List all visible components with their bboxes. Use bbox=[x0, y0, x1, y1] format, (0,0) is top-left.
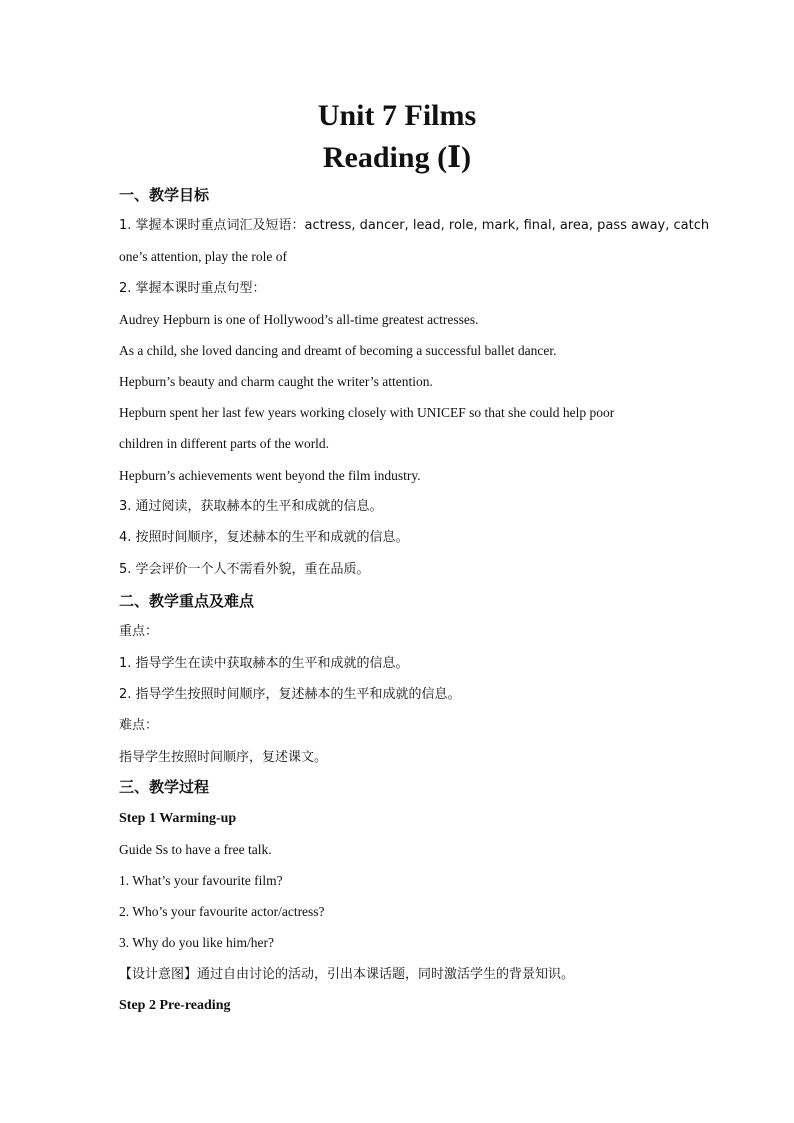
lesson-title: Reading (Ⅰ) bbox=[322, 141, 472, 174]
step-1-heading: Step 1 Warming-up bbox=[119, 811, 237, 826]
sentence-2: As a child, she loved dancing and dreamt of becoming a successful ballet dancer. bbox=[119, 343, 557, 358]
section-heading-process: 三、教学过程 bbox=[119, 778, 210, 796]
sentence-3: Hepburn’s beauty and charm caught the writer’s attention. bbox=[119, 374, 433, 389]
objective-4: 4. 按照时间顺序，复述赫本的生平和成就的信息。 bbox=[119, 530, 409, 545]
question-2: 2. Who’s your favourite actor/actress? bbox=[119, 904, 325, 919]
key-point-2: 2. 指导学生按照时间顺序，复述赫本的生平和成就的信息。 bbox=[119, 687, 461, 702]
unit-title: Unit 7 Films bbox=[317, 99, 477, 132]
sentence-4-line-1: Hepburn spent her last few years working closely with UNICEF so that she could help poor bbox=[119, 405, 615, 420]
design-intent: 【设计意图】通过自由讨论的活动，引出本课话题，同时激活学生的背景知识。 bbox=[119, 967, 575, 982]
sentence-4-line-2: children in different parts of the world. bbox=[119, 436, 330, 451]
sentence-5: Hepburn’s achievements went beyond the film industry. bbox=[119, 468, 421, 483]
guide-text: Guide Ss to have a free talk. bbox=[119, 842, 272, 857]
key-points-label: 重点： bbox=[119, 624, 159, 639]
objective-1-line-1: 1. 掌握本课时重点词汇及短语：actress, dancer, lead, role, mark, final, area, pass away, catch bbox=[119, 218, 710, 233]
objective-2: 2. 掌握本课时重点句型： bbox=[119, 281, 266, 296]
difficulty-label: 难点： bbox=[119, 718, 159, 733]
question-3: 3. Why do you like him/her? bbox=[119, 935, 274, 950]
section-heading-key-points: 二、教学重点及难点 bbox=[119, 592, 255, 610]
question-1: 1. What’s your favourite film? bbox=[119, 873, 283, 888]
objective-3: 3. 通过阅读，获取赫本的生平和成就的信息。 bbox=[119, 499, 383, 514]
section-heading-objectives: 一、教学目标 bbox=[119, 186, 210, 204]
objective-1-line-2: one’s attention, play the role of bbox=[119, 249, 287, 264]
key-point-1: 1. 指导学生在读中获取赫本的生平和成就的信息。 bbox=[119, 656, 409, 671]
step-2-heading: Step 2 Pre-reading bbox=[119, 998, 231, 1013]
difficulty-1: 指导学生按照时间顺序，复述课文。 bbox=[119, 750, 328, 765]
sentence-1: Audrey Hepburn is one of Hollywood’s all-time greatest actresses. bbox=[119, 312, 479, 327]
objective-5: 5. 学会评价一个人不需看外貌，重在品质。 bbox=[119, 562, 370, 577]
